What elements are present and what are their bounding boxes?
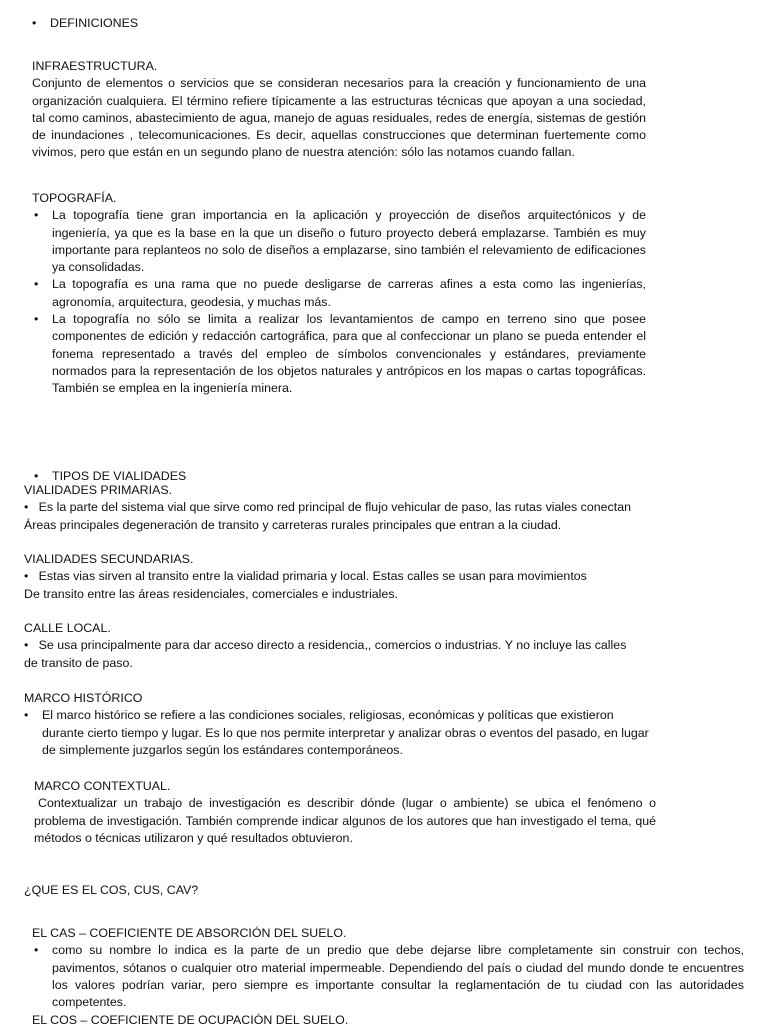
bullet-icon: • xyxy=(34,469,39,484)
primarias-heading: VIALIDADES PRIMARIAS. xyxy=(24,483,173,497)
bullet-icon: • xyxy=(24,569,29,584)
historico-heading: MARCO HISTÓRICO xyxy=(24,691,143,705)
contextual-section xyxy=(34,778,656,847)
topografia-heading: TOPOGRAFÍA. xyxy=(32,191,117,205)
secundarias-heading: VIALIDADES SECUNDARIAS. xyxy=(24,552,194,566)
primarias-line1: • Es la parte del sistema vial que sirve como red principal de flujo vehicular de paso, las rutas viales conectan xyxy=(24,500,631,515)
list-item: • como su nombre lo indica es la parte de un predio que debe dejarse libre completamente sin construir con techos, pavimentos, sótanos o cualquier otro material impermeable. Dependiendo del país o ciudad del mundo donde te encuentres los valores podrían variar, pero siempre es importante consultar la reglamentación de tu ciudad con las autoridades competentes. xyxy=(34,943,744,1010)
primarias-line2: Áreas principales degeneración de transito y carreteras rurales principales que entran a la ciudad. xyxy=(24,517,562,532)
local-line1: • Se usa principalmente para dar acceso directo a residencia,, comercios o industrias. Y no incluye las calles xyxy=(24,638,627,653)
contextual-heading: MARCO CONTEXTUAL. xyxy=(34,779,171,793)
primarias-section xyxy=(24,482,684,534)
secundarias-line1: • Estas vias sirven al transito entre la vialidad primaria y local. Estas calles se usan para movimientos xyxy=(24,569,587,584)
list-item: • La topografía tiene gran importancia en la aplicación y proyección de diseños arquitectónicos y de ingeniería, ya que es la base en la que un diseño o futuro proyecto deberá emplazarse. También es muy importante para replanteos no solo de diseños a emplazarse, sino también el relevamiento de edificaciones ya consolidadas. xyxy=(34,208,646,275)
infraestructura-text: Conjunto de elementos o servicios que se consideran necesarios para la creación y funcionamiento de una organización cualquiera. El término refiere típicamente a las estructuras técnicas que apoyan a una sociedad, tal como caminos, abastecimiento de agua, manejo de aguas residuales, redes de energía, sistemas de gestión de inundaciones , telecomunicaciones. Es decir, aquellas construcciones que determinan fuertemente como vivimos, pero que están en un segundo plano de nuestra atención: sólo las notamos cuando fallan. xyxy=(32,76,646,160)
bullet-icon: • xyxy=(34,312,39,327)
bullet-icon: • xyxy=(24,500,29,515)
infraestructura-section xyxy=(32,58,646,162)
cos-heading: EL COS – COEFICIENTE DE OCUPACIÓN DEL SUELO. xyxy=(32,1013,349,1027)
bullet-icon: • xyxy=(34,943,39,958)
definiciones-heading: • DEFINICIONES xyxy=(30,15,250,32)
list-item: • La topografía no sólo se limita a realizar los levantamientos de campo en terreno sino que posee componentes de edición y redacción cartográfica, para que al confeccionar un plano se pueda entender el fonema representado a través del empleo de símbolos convencionales y estándares, previamente normados para la representación de los objetos naturales y antrópicos en los mapas o cartas topográficas. También se emplea en la ingeniería minera. xyxy=(34,312,646,396)
infraestructura-heading: INFRAESTRUCTURA. xyxy=(32,59,158,73)
bullet-icon: • xyxy=(34,208,39,223)
historico-section xyxy=(24,690,656,759)
bullet-icon: • xyxy=(34,277,39,292)
list-item: • El marco histórico se refiere a las condiciones sociales, religiosas, económicas y políticas que existieron durante cierto tiempo y lugar. Es lo que nos permite interpretar y analizar obras o eventos del pasado, en lugar de simplemente juzgarlos según los estándares contemporáneos. xyxy=(24,708,649,757)
secundarias-section xyxy=(24,551,684,603)
cas-heading: EL CAS – COEFICIENTE DE ABSORCIÓN DEL SUELO. xyxy=(32,926,347,940)
bullet-icon: • xyxy=(24,708,29,723)
local-heading: CALLE LOCAL. xyxy=(24,621,111,635)
contextual-text: Contextualizar un trabajo de investigación es describir dónde (lugar o ambiente) se ubica el fenómeno o problema de investigación. También comprende indicar algunos de los autores que han investigado el tema, qué métodos o técnicas utilizaron y qué resultados obtuvieron. xyxy=(34,796,656,845)
cos-question: ¿QUE ES EL COS, CUS, CAV? xyxy=(24,883,199,897)
tipos-heading: • TIPOS DE VIALIDADES xyxy=(32,468,352,485)
topografia-section xyxy=(32,190,646,398)
bullet-icon: • xyxy=(24,638,29,653)
list-item: • La topografía es una rama que no puede desligarse de carreras afines a esta como las ingenierías, agronomía, arquitectura, geodesia, y muchas más. xyxy=(34,277,646,309)
bullet-icon: • xyxy=(32,16,37,30)
local-section xyxy=(24,620,684,672)
local-line2: de transito de paso. xyxy=(24,655,133,670)
secundarias-line2: De transito entre las áreas residenciales, comerciales e industriales. xyxy=(24,586,398,601)
cas-section xyxy=(32,925,744,1011)
